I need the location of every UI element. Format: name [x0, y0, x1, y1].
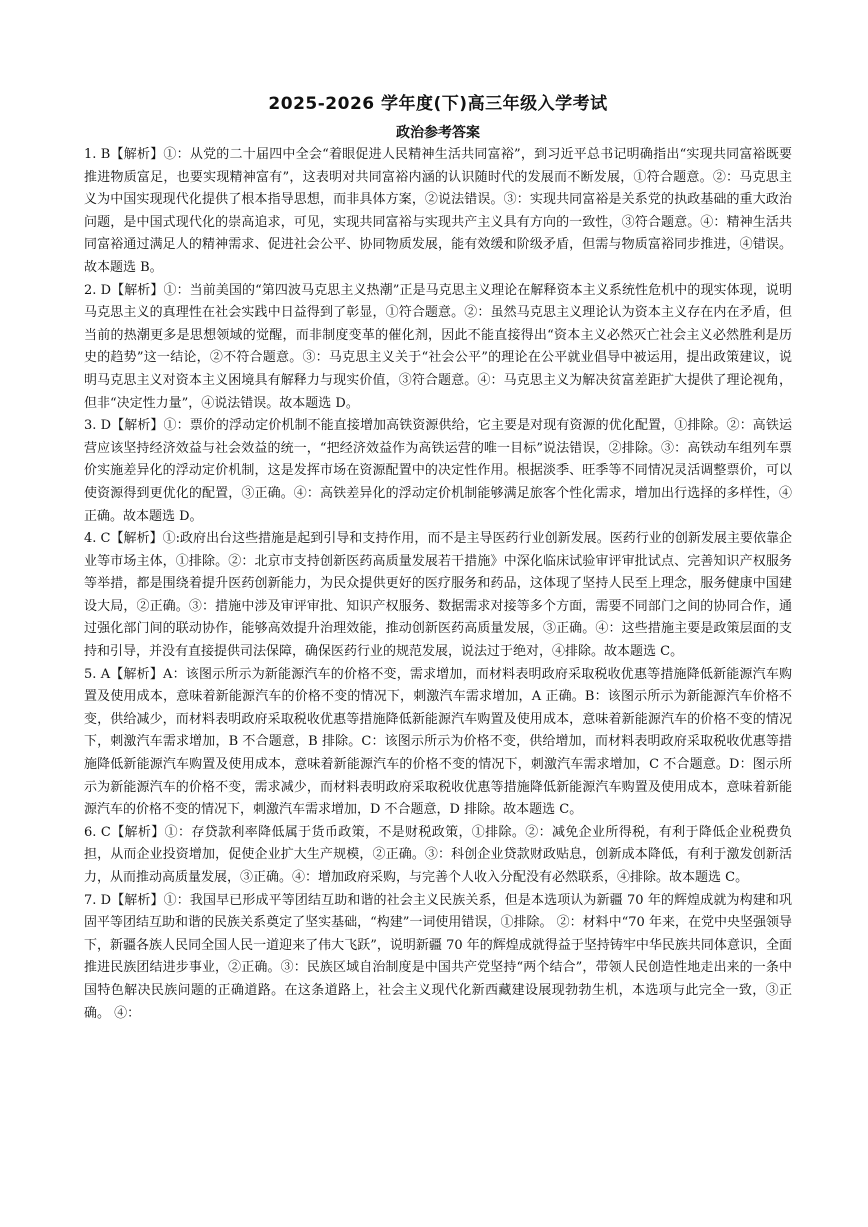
answer-explanation: ①：当前美国的“第四波马克思主义热潮”正是马克思主义理论在解释资本主义系统性危机中的现实体现，说明马克思主义的真理性在社会实践中日益得到了彰显，①符合题意。②：虽然马克思主义理论认为资本主义存在内在矛盾，但当前的热潮更多是思想领域的觉醒，而非制度变革的催化剂，因此不能直接得出“资本主义必然灭亡社会主义必然胜利是历史的趋势”这一结论，②不符合题意。③：马克思主义关于“社会公平”的理论在公平就业倡导中被运用，提出政策建议，说明马克思主义对资本主义困境具有解释力与现实价值，③符合题意。④：马克思主义为解决贫富差距扩大提供了理论视角，但非“决定性力量”，④说法错误。故本题选 D。	[84, 282, 793, 411]
answer-head: 1. B【解析】	[84, 147, 164, 162]
answer-item-1	[84, 144, 792, 280]
answer-explanation: ①：我国早已形成平等团结互助和谐的社会主义民族关系，但是本选项认为新疆 70 年的辉煌成就为构建和巩固平等团结互助和谐的民族关系奠定了坚实基础，“构建”一词使用错误，①排除。 ②：材料中“70 年来，在党中央坚强领导下，新疆各族人民同全国人民一道迎来了伟大飞跃”，说明新疆 70 年的辉煌成就得益于坚持铸牢中华民族共同体意识，全面推进民族团结进步事业，②正确。③：民族区域自治制度是中国共产党坚持“两个结合”，带领人民创造性地走出来的一条中国特色解决民族问题的正确道路。在这条道路上，社会主义现代化新西藏建设展现勃勃生机，本选项与此完全一致，③正确。 ④：	[84, 892, 792, 1021]
answer-explanation: A：该图示所示为新能源汽车的价格不变，需求增加，而材料表明政府采取税收优惠等措施降低新能源汽车购置及使用成本，意味着新能源汽车的价格不变的情况下，刺激汽车需求增加，A 正确。B：该图示所示为新能源汽车价格不变，供给减少，而材料表明政府采取税收优惠等措施降低新能源汽车购置及使用成本，意味着新能源汽车的价格不变的情况下，刺激汽车需求增加，B 不合题意，B 排除。C：该图示所示为价格不变，供给增加，而材料表明政府采取税收优惠等措施降低新能源汽车购置及使用成本，意味着新能源汽车的价格不变的情况下，刺激汽车需求增加，C 不合题意。D：图示所示为新能源汽车的价格不变，需求减少，而材料表明政府采取税收优惠等措施降低新能源汽车购置及使用成本，意味着新能源汽车的价格不变的情况下，刺激汽车需求增加，D 不合题意，D 排除。故本题选 C。	[84, 666, 792, 818]
answer-item-3	[84, 415, 792, 528]
answer-key-subtitle: 政治参考答案	[396, 125, 480, 141]
answer-head: 3. D【解析】	[84, 418, 164, 434]
exam-title: 2025-2026 学年度(下)高三年级入学考试	[268, 94, 608, 114]
answer-head: 7. D【解析】	[84, 892, 164, 908]
answer-sheet-page	[84, 92, 792, 1025]
answer-head: 4. C【解析】	[84, 531, 163, 547]
answer-explanation: ①：存贷款利率降低属于货币政策，不是财税政策，①排除。②：减免企业所得税，有利于降低企业税费负担，从而企业投资增加，促使企业扩大生产规模，②正确。③：科创企业贷款财政贴息，创新成本降低，有利于激发创新活力，从而推动高质量发展，③正确。④：增加政府采购，与完善个人收入分配没有必然联系，④排除。故本题选 C。	[84, 824, 792, 885]
answer-head: 6. C【解析】	[84, 824, 165, 840]
answer-explanation: ①:政府出台这些措施是起到引导和支持作用，而不是主导医药行业创新发展。医药行业的创新发展主要依靠企业等市场主体，①排除。②：北京市支持创新医药高质量发展若干措施》中深化临床试验审评审批试点、完善知识产权服务等举措，都是围绕着提升医药创新能力，为民众提供更好的医疗服务和药品，这体现了坚持人民至上理念，服务健康中国建设大局，②正确。③：措施中涉及审评审批、知识产权服务、数据需求对接等多个方面，需要不同部门之间的协同合作，通过强化部门间的联动协作，能够高效提升治理效能，推动创新医药高质量发展，③正确。④：这些措施主要是政策层面的支持和引导，并没有直接提供司法保障，确保医药行业的规范发展，说法过于绝对，④排除。故本题选 C。	[84, 531, 792, 660]
answer-item-2	[84, 280, 792, 416]
answer-item-6	[84, 822, 792, 890]
answer-item-5	[84, 664, 792, 822]
answer-item-4	[84, 528, 792, 664]
answer-explanation: ①：票价的浮动定价机制不能直接增加高铁资源供给，它主要是对现有资源的优化配置，①排除。②：高铁运营应该坚持经济效益与社会效益的统一，“把经济效益作为高铁运营的唯一目标”说法错误，②排除。③：高铁动车组列车票价实施差异化的浮动定价机制，这是发挥市场在资源配置中的决定性作用。根据淡季、旺季等不同情况灵活调整票价，可以使资源得到更优化的配置，③正确。④：高铁差异化的浮动定价机制能够满足旅客个性化需求，增加出行选择的多样性，④正确。故本题选 D。	[84, 418, 792, 524]
answer-head: 5. A【解析】	[84, 666, 164, 682]
answer-head: 2. D【解析】	[84, 282, 164, 298]
answer-item-7	[84, 890, 792, 1026]
answer-explanation: ①：从党的二十届四中全会“着眼促进人民精神生活共同富裕”，到习近平总书记明确指出“实现共同富裕既要推进物质富足，也要实现精神富有”，这表明对共同富裕内涵的认识随时代的发展而不断发展，①符合题意。②：马克思主义为中国实现现代化提供了根本指导思想，而非具体方案，②说法错误。③：实现共同富裕是关系党的执政基础的重大政治问题，是中国式现代化的崇高追求，可见，实现共同富裕与实现共产主义具有方向的一致性，③符合题意。④：精神生活共同富裕通过满足人的精神需求、促进社会公平、协同物质发展，能有效缓和阶级矛盾，但需与物质富裕同步推进，④错误。故本题选 B。	[84, 147, 792, 275]
answer-list	[84, 144, 792, 1025]
